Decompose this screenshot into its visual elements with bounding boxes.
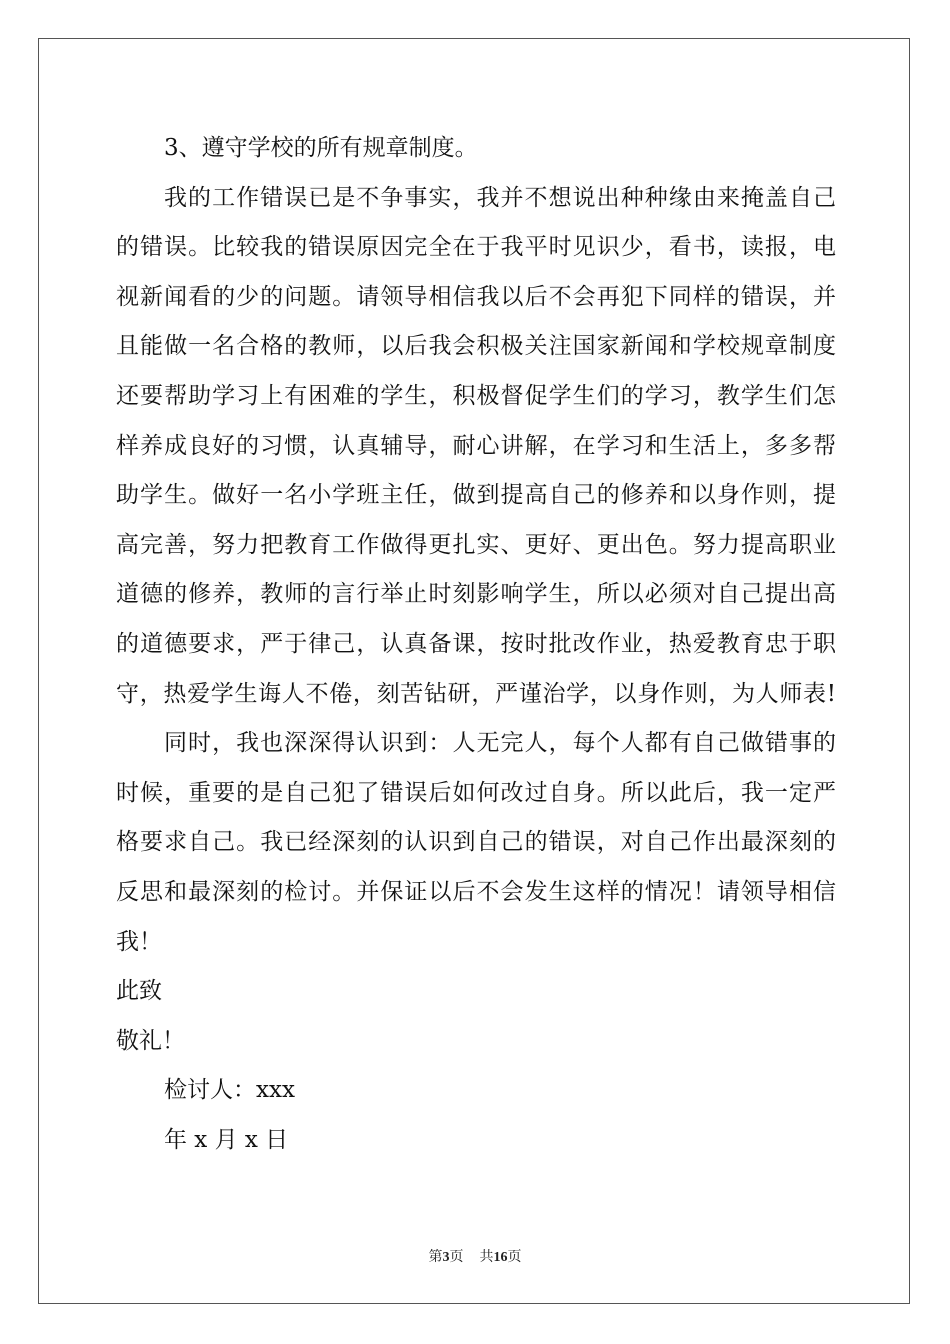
paragraph-line: 守，热爱学生诲人不倦，刻苦钻研，严谨治学，以身作则，为人师表! xyxy=(116,680,836,707)
document-body xyxy=(116,124,836,1165)
page-number: 3 xyxy=(442,1250,450,1265)
paragraph-2 xyxy=(116,719,836,967)
total-suffix: 页 xyxy=(507,1250,522,1265)
paragraph-line: 我的工作错误已是不争事实，我并不想说出种种缘由来掩盖自己 xyxy=(164,184,836,211)
page-footer xyxy=(0,1248,950,1268)
closing-regards: 敬礼！ xyxy=(116,1027,185,1054)
paragraph-line: 反思和最深刻的检讨。并保证以后不会发生这样的情况！请领导相信 xyxy=(116,878,836,905)
page-suffix: 页 xyxy=(449,1250,464,1265)
paragraph-line: 时候，重要的是自己犯了错误后如何改过自身。所以此后，我一定严 xyxy=(116,779,836,806)
closing-salutation: 此致 xyxy=(116,978,162,1005)
paragraph-line: 且能做一名合格的教师，以后我会积极关注国家新闻和学校规章制度 xyxy=(116,333,836,360)
paragraph-line: 道德的修养，教师的言行举止时刻影响学生，所以必须对自己提出高 xyxy=(116,581,836,608)
paragraph-line: 样养成良好的习惯，认真辅导，耐心讲解，在学习和生活上，多多帮 xyxy=(116,432,836,459)
total-prefix: 共 xyxy=(479,1250,494,1265)
paragraph-line: 视新闻看的少的问题。请领导相信我以后不会再犯下同样的错误，并 xyxy=(116,283,836,310)
date: 年 x 月 x 日 xyxy=(164,1126,289,1153)
paragraph-line: 高完善，努力把教育工作做得更扎实、更好、更出色。努力提高职业 xyxy=(116,531,836,558)
signer: 检讨人：xxx xyxy=(164,1077,295,1104)
paragraph-line: 格要求自己。我已经深刻的认识到自己的错误，对自己作出最深刻的 xyxy=(116,829,836,856)
paragraph-line: 同时，我也深深得认识到：人无完人，每个人都有自己做错事的 xyxy=(164,730,836,757)
paragraph-line: 助学生。做好一名小学班主任，做到提高自己的修养和以身作则，提 xyxy=(116,482,836,509)
item-3: 3、遵守学校的所有规章制度。 xyxy=(164,135,478,161)
paragraph-line: 的道德要求，严于律己，认真备课，按时批改作业，热爱教育忠于职 xyxy=(116,630,836,657)
total-pages: 16 xyxy=(493,1250,508,1265)
paragraph-line: 还要帮助学习上有困难的学生，积极督促学生们的学习，教学生们怎 xyxy=(116,382,836,409)
paragraph-line: 我！ xyxy=(116,928,162,955)
paragraph-line: 的错误。比较我的错误原因完全在于我平时见识少，看书，读报，电 xyxy=(116,234,836,261)
page-prefix: 第 xyxy=(428,1250,443,1265)
paragraph-1 xyxy=(116,174,836,720)
